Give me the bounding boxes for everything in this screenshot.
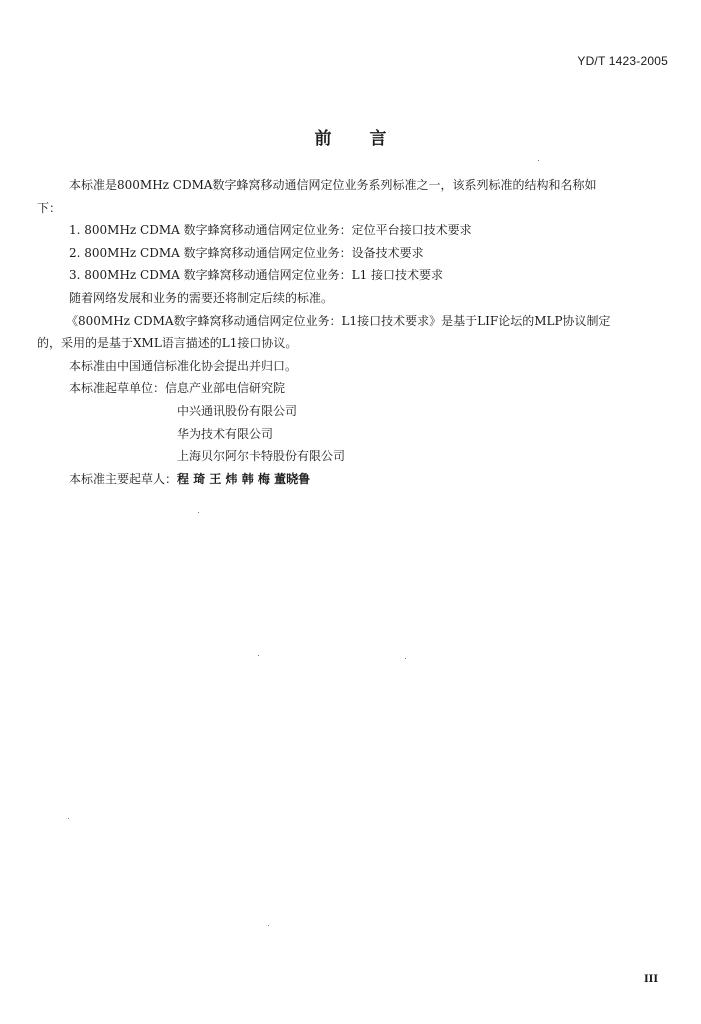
proposer-statement: 本标准由中国通信标准化协会提出并归口。 (69, 358, 298, 373)
scan-speck (198, 512, 199, 513)
series-list-item: 2. 800MHz CDMA 数字蜂窝移动通信网定位业务：设备技术要求 (69, 245, 424, 260)
intro-line-2: 下： (37, 200, 62, 215)
document-body (37, 174, 672, 490)
drafters-names: 程 琦 王 炜 韩 梅 董晓鲁 (177, 471, 311, 486)
series-list-item: 1. 800MHz CDMA 数字蜂窝移动通信网定位业务：定位平台接口技术要求 (69, 223, 472, 238)
l1-note-line-1: 《800MHz CDMA数字蜂窝移动通信网定位业务：L1接口技术要求》是基于LIF论坛的MLP协议制定 (66, 313, 611, 328)
scan-speck (258, 655, 259, 656)
series-list-item: 3. 800MHz CDMA 数字蜂窝移动通信网定位业务：L1 接口技术要求 (69, 268, 444, 283)
l1-note-line-2: 的，采用的是基于XML语言描述的L1接口协议。 (37, 336, 298, 351)
page-title: 前言 (314, 129, 425, 149)
scan-speck (405, 658, 406, 659)
page-number: III (644, 974, 659, 985)
standard-number: YD/T 1423-2005 (577, 54, 668, 68)
drafting-units-line (37, 377, 672, 400)
future-note: 随着网络发展和业务的需要还将制定后续的标准。 (69, 290, 334, 305)
scan-speck (68, 818, 69, 819)
drafting-unit: 华为技术有限公司 (177, 426, 274, 441)
drafting-unit: 信息产业部电信研究院 (165, 381, 286, 396)
drafting-unit: 上海贝尔阿尔卡特股份有限公司 (177, 449, 346, 464)
intro-text-1: 本标准是800MHz CDMA数字蜂窝移动通信网定位业务系列标准之一，该系列标准的结构和名称如 (69, 178, 597, 192)
drafters-line (37, 468, 672, 491)
drafters-label: 本标准主要起草人： (69, 471, 178, 486)
intro-line-1 (37, 174, 672, 197)
drafting-unit: 中兴通讯股份有限公司 (177, 403, 298, 418)
scan-speck (538, 160, 539, 161)
scan-speck (268, 925, 269, 926)
drafting-units-label: 本标准起草单位： (69, 381, 166, 396)
